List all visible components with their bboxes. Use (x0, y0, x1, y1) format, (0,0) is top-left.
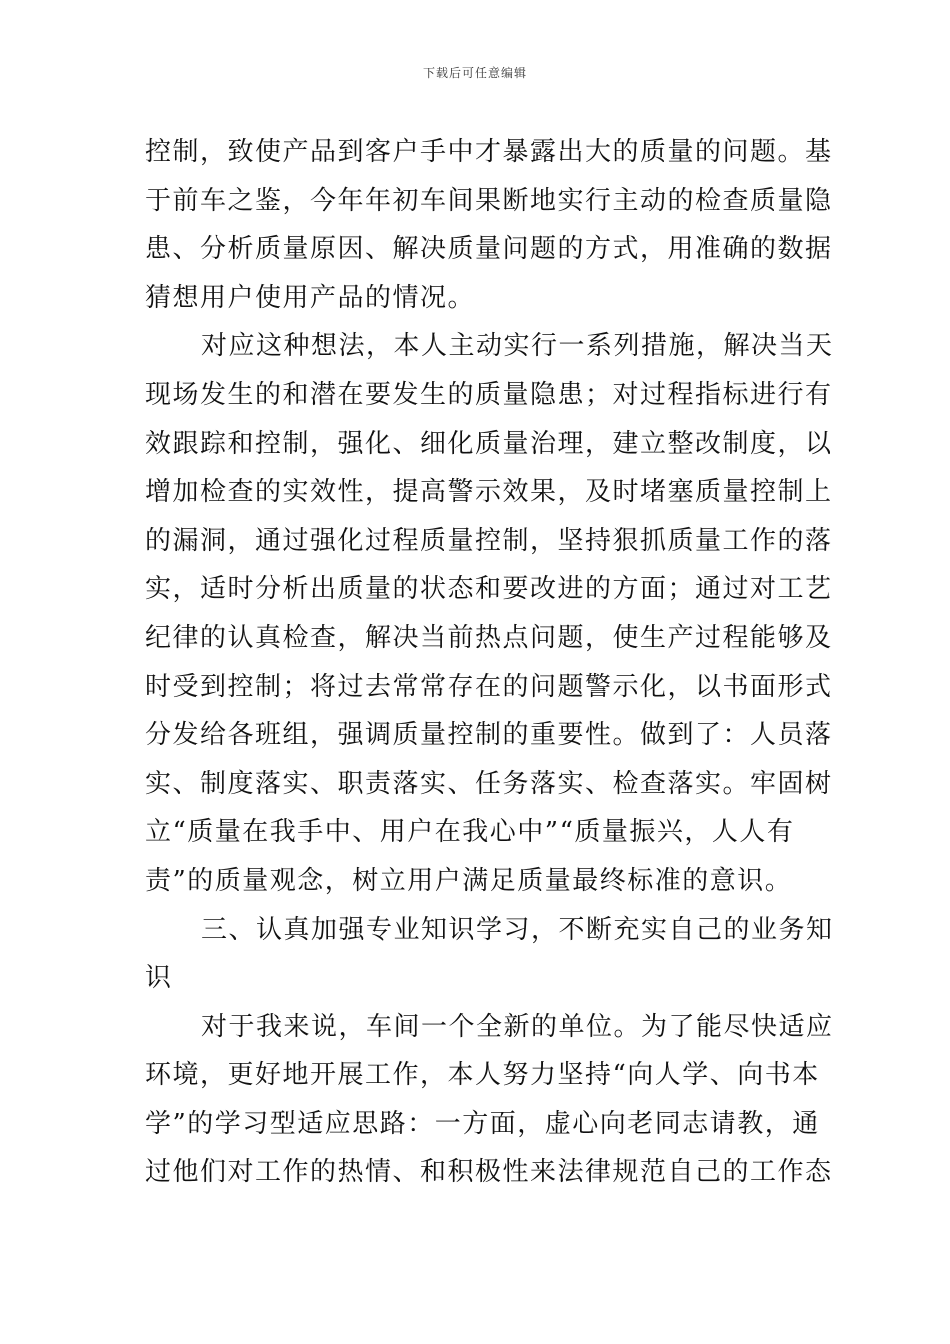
text-line: 时受到控制；将过去常常存在的问题警示化，以书面形式 (145, 671, 833, 702)
header-note: 下载后可任意编辑 (422, 66, 527, 80)
text-line: 环境，更好地开展工作，本人努力坚持“向人学、向书本 (145, 1060, 820, 1091)
text-line: 患、分析质量原因、解决质量问题的方式，用准确的数据 (145, 234, 833, 265)
text-line: 效跟踪和控制，强化、细化质量治理，建立整改制度，以 (145, 428, 833, 459)
text-line: 识 (145, 963, 173, 994)
text-line: 对应这种想法，本人主动实行一系列措施，解决当天 (201, 331, 834, 362)
text-line: 学”的学习型适应思路：一方面，虚心向老同志请教，通 (145, 1108, 820, 1139)
text-line: 分发给各班组，强调质量控制的重要性。做到了：人员落 (145, 720, 833, 751)
text-line: 的漏洞，通过强化过程质量控制，坚持狠抓质量工作的落 (145, 525, 833, 556)
text-line: 责”的质量观念，树立用户满足质量最终标准的意识。 (145, 865, 793, 896)
text-line: 纪律的认真检查，解决当前热点问题，使生产过程能够及 (145, 622, 833, 653)
document-body (145, 128, 834, 1197)
text-line: 现场发生的和潜在要发生的质量隐患；对过程指标进行有 (145, 379, 833, 410)
text-line: 过他们对工作的热情、和积极性来法律规范自己的工作态 (145, 1157, 833, 1188)
text-line: 实，适时分析出质量的状态和要改进的方面；通过对工艺 (145, 574, 833, 605)
text-line: 三、认真加强专业知识学习，不断充实自己的业务知 (201, 914, 834, 945)
text-line: 增加检查的实效性，提高警示效果，及时堵塞质量控制上 (145, 477, 833, 508)
text-line: 立“质量在我手中、用户在我心中”“质量振兴，人人有 (145, 817, 795, 848)
text-line: 实、制度落实、职责落实、任务落实、检查落实。牢固树 (145, 768, 833, 799)
text-line: 对于我来说，车间一个全新的单位。为了能尽快适应 (201, 1011, 834, 1042)
text-line: 控制，致使产品到客户手中才暴露出大的质量的问题。基 (145, 137, 833, 167)
text-line: 猜想用户使用产品的情况。 (145, 282, 476, 313)
text-line: 于前车之鉴，今年年初车间果断地实行主动的检查质量隐 (145, 185, 833, 216)
